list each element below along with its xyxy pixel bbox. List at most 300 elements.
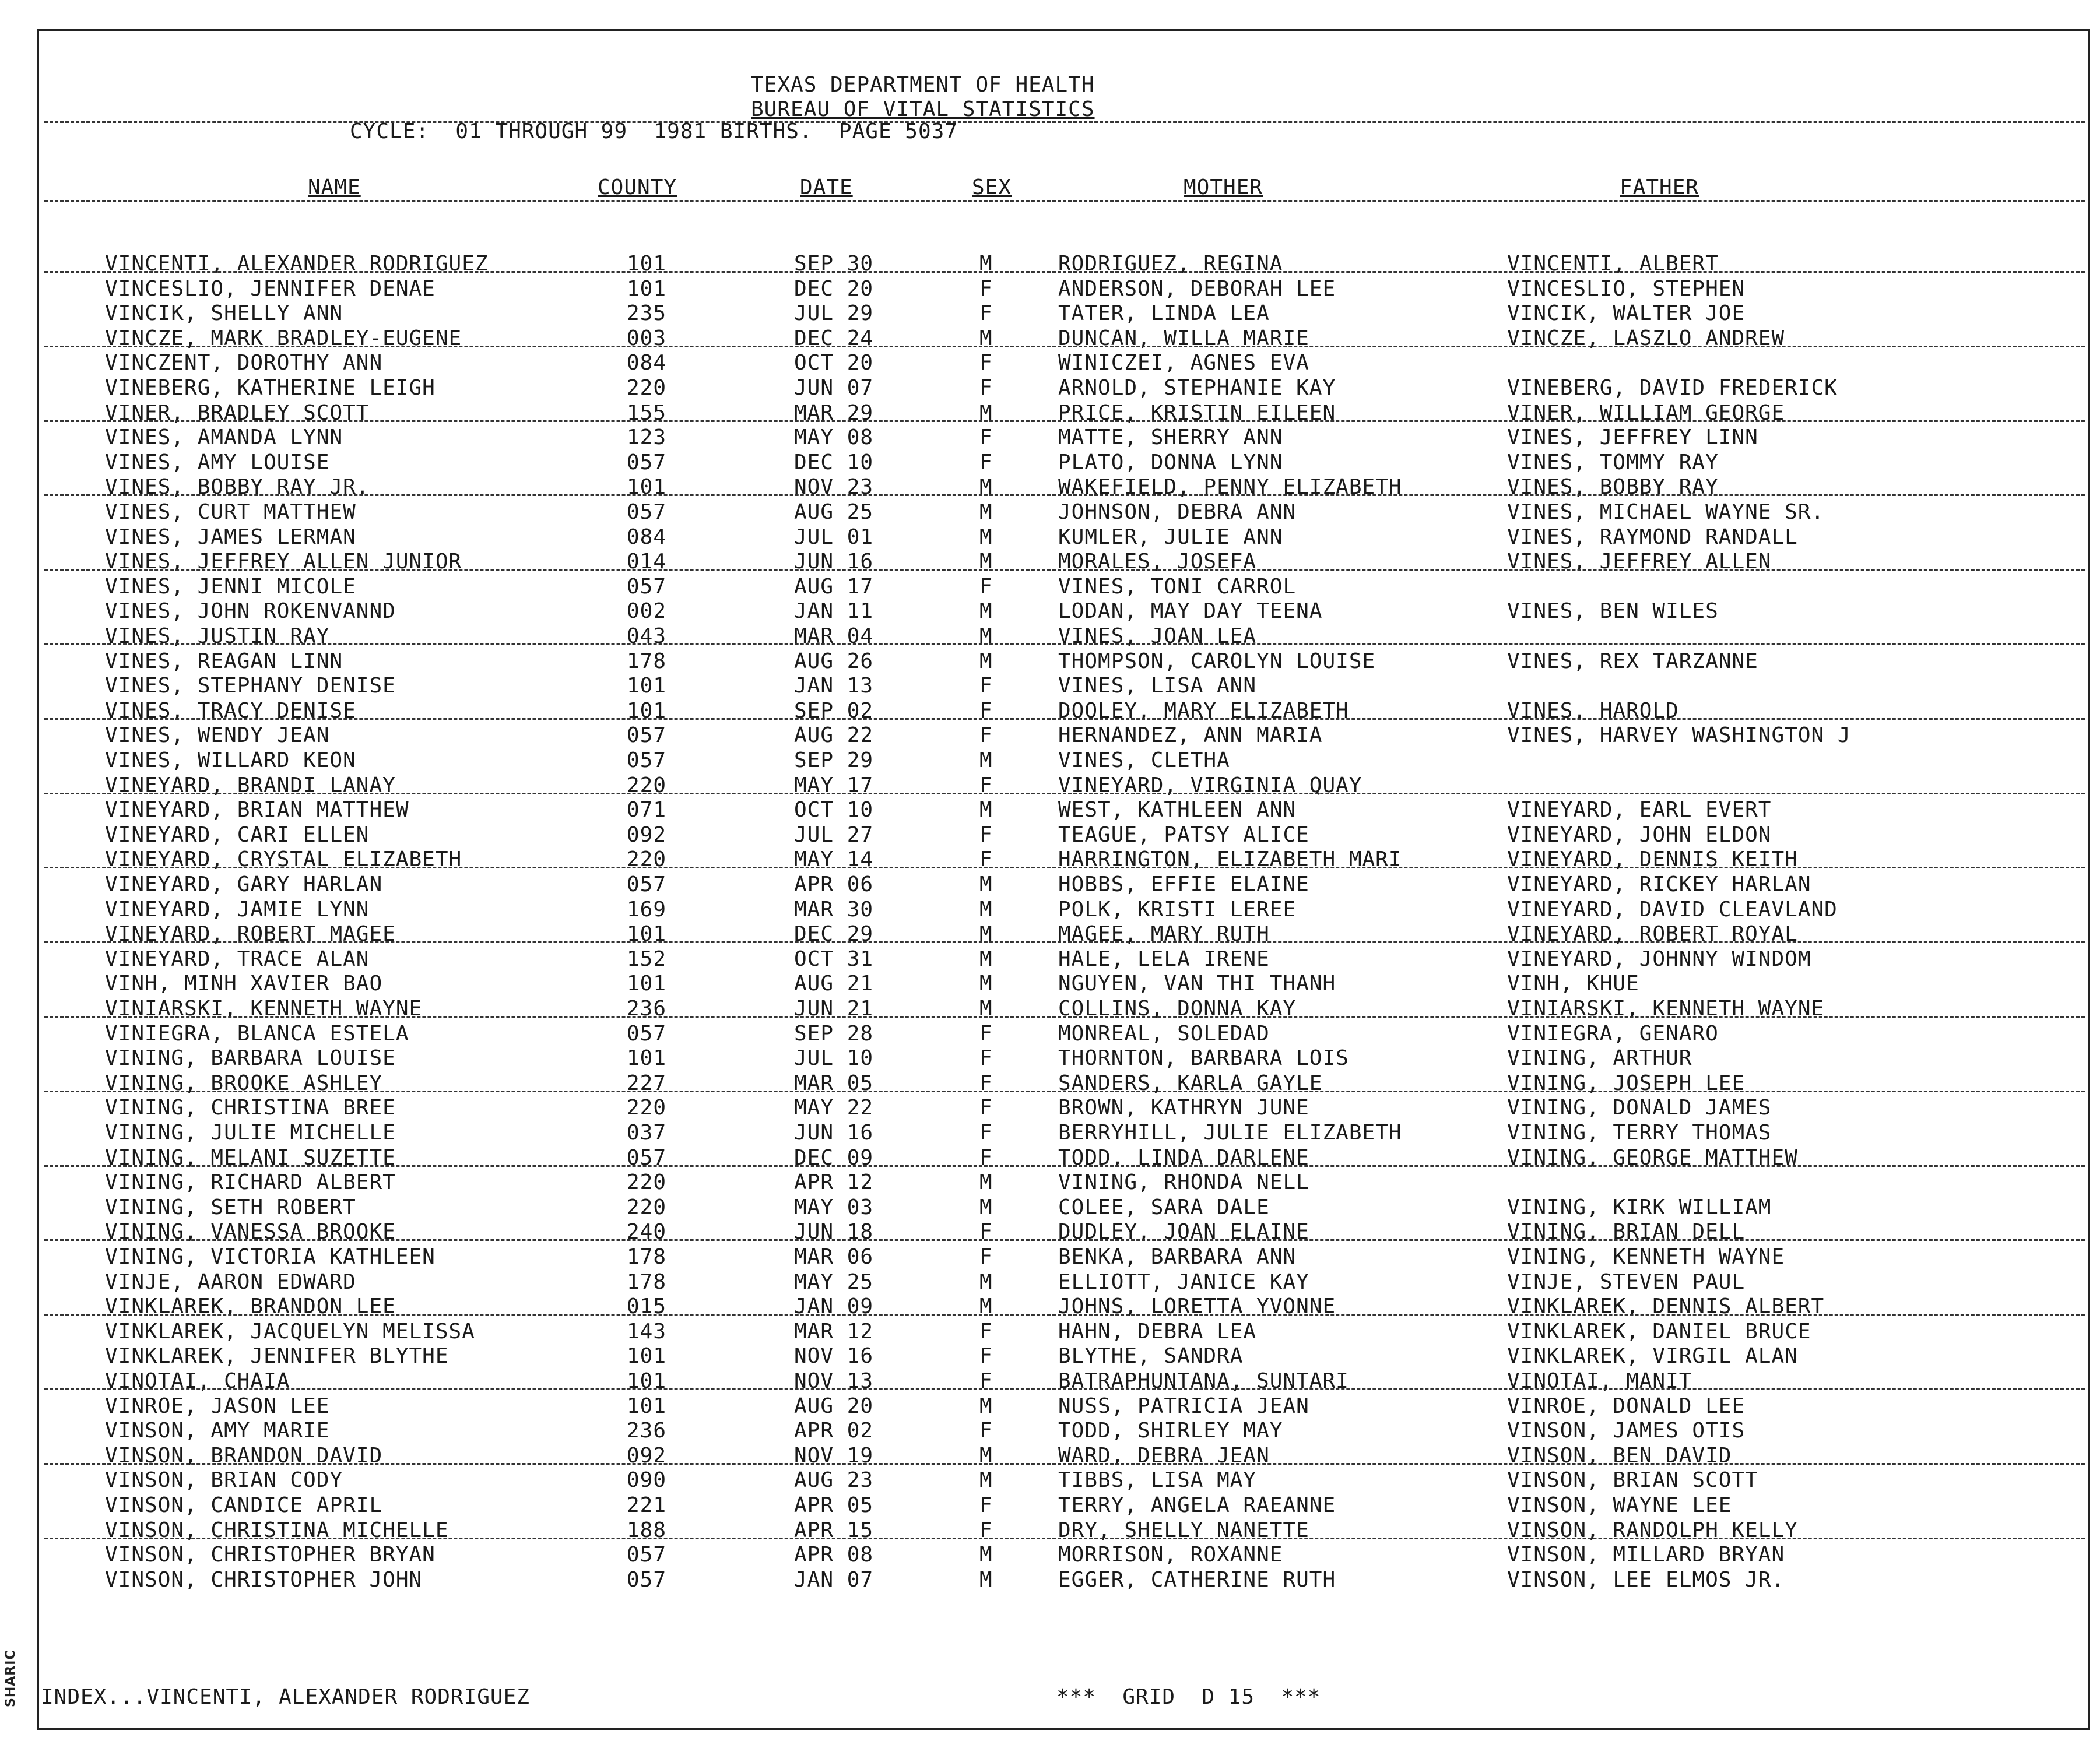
row-separator-rule (44, 941, 2085, 943)
cell-county: 220 (627, 847, 667, 871)
cell-name: VINSON, CANDICE APRIL (105, 1493, 383, 1517)
cell-father: VINEYARD, ROBERT ROYAL (1507, 922, 1798, 946)
cell-mother: ANDERSON, DEBORAH LEE (1058, 277, 1336, 301)
cell-name: VINES, AMY LOUISE (105, 451, 330, 474)
row-separator-rule (44, 1016, 2085, 1018)
cell-county: 003 (627, 326, 667, 350)
row-separator-rule (44, 1463, 2085, 1465)
table-row (0, 923, 2100, 947)
cell-name: VINEBERG, KATHERINE LEIGH (105, 376, 436, 400)
cell-name: VINKLAREK, JENNIFER BLYTHE (105, 1344, 449, 1368)
cell-father: VINING, TERRY THOMAS (1507, 1121, 1772, 1145)
cell-sex: M (979, 997, 993, 1021)
cell-father: VINH, KHUE (1507, 972, 1639, 996)
cell-father: VINSON, RANDOLPH KELLY (1507, 1518, 1798, 1542)
cell-date: JAN 11 (794, 599, 874, 623)
cell-mother: COLEE, SARA DALE (1058, 1195, 1270, 1219)
table-row (0, 575, 2100, 600)
table-row (0, 252, 2100, 277)
cell-sex: M (979, 898, 993, 922)
cell-sex: F (979, 1493, 993, 1517)
cell-county: 123 (627, 425, 667, 449)
footer-index: INDEX...VINCENTI, ALEXANDER RODRIGUEZ (41, 1685, 530, 1709)
cell-sex: M (979, 649, 993, 673)
cell-name: VINEYARD, BRIAN MATTHEW (105, 798, 409, 822)
cell-mother: WARD, DEBRA JEAN (1058, 1444, 1270, 1468)
table-row (0, 1345, 2100, 1369)
table-row (0, 1121, 2100, 1146)
cell-county: 057 (627, 1568, 667, 1592)
cell-name: VINING, SETH ROBERT (105, 1195, 356, 1219)
table-row (0, 1320, 2100, 1345)
cell-sex: F (979, 277, 993, 301)
cell-date: JAN 13 (794, 674, 874, 698)
table-row (0, 1271, 2100, 1295)
cell-county: 240 (627, 1220, 667, 1244)
table-row (0, 1196, 2100, 1221)
cell-county: 057 (627, 575, 667, 599)
cell-father: VINING, GEORGE MATTHEW (1507, 1146, 1798, 1170)
cell-mother: VINES, TONI CARROL (1058, 575, 1297, 599)
cell-name: VINIEGRA, BLANCA ESTELA (105, 1022, 409, 1046)
cell-date: DEC 24 (794, 326, 874, 350)
cell-sex: M (979, 1568, 993, 1592)
column-header-sex: SEX (972, 175, 1012, 199)
cell-mother: TODD, LINDA DARLENE (1058, 1146, 1309, 1170)
cell-county: 057 (627, 1543, 667, 1567)
cell-date: JUL 10 (794, 1046, 874, 1070)
cell-sex: F (979, 1419, 993, 1443)
table-row (0, 426, 2100, 451)
cell-county: 220 (627, 773, 667, 797)
cell-mother: BERRYHILL, JULIE ELIZABETH (1058, 1121, 1402, 1145)
table-row (0, 302, 2100, 326)
cell-date: OCT 20 (794, 351, 874, 375)
cell-mother: HERNANDEZ, ANN MARIA (1058, 723, 1323, 747)
cell-name: VINCZENT, DOROTHY ANN (105, 351, 383, 375)
table-row (0, 997, 2100, 1022)
row-separator-rule (44, 420, 2085, 422)
cell-date: JUN 16 (794, 550, 874, 574)
cell-name: VINES, JAMES LERMAN (105, 525, 356, 549)
cell-name: VINROE, JASON LEE (105, 1394, 330, 1418)
cell-father: VINEYARD, DENNIS KEITH (1507, 847, 1798, 871)
cell-county: 236 (627, 997, 667, 1021)
cell-father: VINING, ARTHUR (1507, 1046, 1692, 1070)
cell-sex: F (979, 1022, 993, 1046)
cell-county: 227 (627, 1071, 667, 1095)
cell-county: 014 (627, 550, 667, 574)
cell-date: MAY 22 (794, 1096, 874, 1120)
table-row (0, 1543, 2100, 1568)
cell-name: VINEYARD, CARI ELLEN (105, 823, 370, 847)
cell-father: VINES, RAYMOND RANDALL (1507, 525, 1798, 549)
cell-county: 188 (627, 1518, 667, 1542)
cell-date: OCT 10 (794, 798, 874, 822)
cell-name: VINING, JULIE MICHELLE (105, 1121, 396, 1145)
cell-county: 057 (627, 873, 667, 896)
cell-sex: M (979, 326, 993, 350)
cell-county: 101 (627, 699, 667, 723)
cell-sex: M (979, 947, 993, 971)
cell-sex: M (979, 972, 993, 996)
cell-mother: NGUYEN, VAN THI THANH (1058, 972, 1336, 996)
cell-father: VINSON, BEN DAVID (1507, 1444, 1732, 1468)
table-row (0, 1096, 2100, 1121)
cell-sex: F (979, 1245, 993, 1269)
table-row (0, 550, 2100, 575)
cell-county: 002 (627, 599, 667, 623)
table-row (0, 600, 2100, 624)
cell-sex: F (979, 699, 993, 723)
cell-name: VINES, JUSTIN RAY (105, 624, 330, 648)
cell-sex: M (979, 748, 993, 772)
cell-father: VINING, KENNETH WAYNE (1507, 1245, 1785, 1269)
row-separator-rule (44, 494, 2085, 496)
cell-father: VINEYARD, DAVID CLEAVLAND (1507, 898, 1838, 922)
row-separator-rule (44, 271, 2085, 273)
cell-county: 101 (627, 972, 667, 996)
cell-sex: F (979, 1071, 993, 1095)
table-row (0, 625, 2100, 649)
row-separator-rule (44, 793, 2085, 794)
row-separator-rule (44, 569, 2085, 571)
cell-date: SEP 28 (794, 1022, 874, 1046)
cell-mother: VINES, LISA ANN (1058, 674, 1257, 698)
cell-father: VINROE, DONALD LEE (1507, 1394, 1746, 1418)
cell-mother: KUMLER, JULIE ANN (1058, 525, 1283, 549)
cell-sex: F (979, 575, 993, 599)
cell-county: 057 (627, 723, 667, 747)
table-row (0, 451, 2100, 476)
cell-father: VINING, KIRK WILLIAM (1507, 1195, 1772, 1219)
row-separator-rule (44, 1314, 2085, 1316)
cell-date: MAR 05 (794, 1071, 874, 1095)
cell-mother: BROWN, KATHRYN JUNE (1058, 1096, 1309, 1120)
cell-sex: M (979, 873, 993, 896)
table-row (0, 1246, 2100, 1270)
table-row (0, 377, 2100, 401)
cell-date: MAR 04 (794, 624, 874, 648)
cell-mother: WAKEFIELD, PENNY ELIZABETH (1058, 475, 1402, 499)
cell-name: VINCZE, MARK BRADLEY-EUGENE (105, 326, 462, 350)
header-cycle: CYCLE: 01 THROUGH 99 1981 BIRTHS. PAGE 5037 (350, 119, 958, 143)
cell-mother: WINICZEI, AGNES EVA (1058, 351, 1309, 375)
cell-sex: M (979, 1543, 993, 1567)
cell-mother: MAGEE, MARY RUTH (1058, 922, 1270, 946)
cell-date: JUL 01 (794, 525, 874, 549)
cell-mother: RODRIGUEZ, REGINA (1058, 252, 1283, 276)
cell-sex: M (979, 550, 993, 574)
cell-sex: F (979, 1146, 993, 1170)
cell-date: AUG 25 (794, 500, 874, 524)
table-row (0, 1171, 2100, 1195)
cell-name: VINES, JENNI MICOLE (105, 575, 356, 599)
cell-father: VINCZE, LASZLO ANDREW (1507, 326, 1785, 350)
cell-date: JAN 07 (794, 1568, 874, 1592)
cell-name: VINEYARD, ROBERT MAGEE (105, 922, 396, 946)
table-row (0, 799, 2100, 823)
cell-date: AUG 22 (794, 723, 874, 747)
cell-mother: ELLIOTT, JANICE KAY (1058, 1270, 1309, 1294)
cell-father: VINKLAREK, DANIEL BRUCE (1507, 1320, 1811, 1343)
cell-county: 236 (627, 1419, 667, 1443)
table-row (0, 327, 2100, 351)
cell-county: 015 (627, 1295, 667, 1318)
cell-county: 155 (627, 401, 667, 425)
cell-mother: HOBBS, EFFIE ELAINE (1058, 873, 1309, 896)
table-row (0, 526, 2100, 550)
cell-father: VINKLAREK, VIRGIL ALAN (1507, 1344, 1798, 1368)
table-row (0, 1444, 2100, 1469)
cell-date: JUN 21 (794, 997, 874, 1021)
cell-name: VINES, JEFFREY ALLEN JUNIOR (105, 550, 462, 574)
cell-name: VINEYARD, GARY HARLAN (105, 873, 383, 896)
table-row (0, 674, 2100, 699)
cell-date: DEC 20 (794, 277, 874, 301)
table-row (0, 972, 2100, 997)
cell-mother: HARRINGTON, ELIZABETH MARI (1058, 847, 1402, 871)
cell-name: VINING, CHRISTINA BREE (105, 1096, 396, 1120)
table-row (0, 277, 2100, 302)
cell-mother: JOHNSON, DEBRA ANN (1058, 500, 1297, 524)
cell-sex: F (979, 847, 993, 871)
cell-mother: BATRAPHUNTANA, SUNTARI (1058, 1369, 1349, 1393)
table-row (0, 1221, 2100, 1245)
cell-father: VINES, MICHAEL WAYNE SR. (1507, 500, 1825, 524)
cell-mother: NUSS, PATRICIA JEAN (1058, 1394, 1309, 1418)
cell-date: DEC 10 (794, 451, 874, 474)
cell-mother: TIBBS, LISA MAY (1058, 1468, 1257, 1492)
cell-father: VINES, JEFFREY ALLEN (1507, 550, 1772, 574)
cell-date: MAY 14 (794, 847, 874, 871)
cell-father: VINCESLIO, STEPHEN (1507, 277, 1746, 301)
cell-name: VINES, REAGAN LINN (105, 649, 343, 673)
cell-date: SEP 29 (794, 748, 874, 772)
cell-name: VINES, BOBBY RAY JR. (105, 475, 370, 499)
cell-county: 101 (627, 1344, 667, 1368)
cell-mother: TATER, LINDA LEA (1058, 301, 1270, 325)
cell-sex: F (979, 1320, 993, 1343)
cell-date: JUL 29 (794, 301, 874, 325)
column-header-name: NAME (308, 175, 361, 199)
cell-date: AUG 26 (794, 649, 874, 673)
cell-mother: LODAN, MAY DAY TEENA (1058, 599, 1323, 623)
cell-county: 101 (627, 674, 667, 698)
cell-county: 057 (627, 451, 667, 474)
cell-date: JUN 07 (794, 376, 874, 400)
cell-county: 220 (627, 376, 667, 400)
table-row (0, 351, 2100, 376)
row-separator-rule (44, 1538, 2085, 1539)
cell-sex: F (979, 1220, 993, 1244)
cell-father: VINES, JEFFREY LINN (1507, 425, 1758, 449)
cell-name: VINES, WILLARD KEON (105, 748, 356, 772)
cell-mother: VINING, RHONDA NELL (1058, 1170, 1309, 1194)
side-label: SHARIC (3, 1649, 18, 1708)
table-row (0, 402, 2100, 426)
cell-county: 101 (627, 1046, 667, 1070)
cell-name: VINCIK, SHELLY ANN (105, 301, 343, 325)
cell-county: 071 (627, 798, 667, 822)
cell-father: VINCENTI, ALBERT (1507, 252, 1719, 276)
cell-date: OCT 31 (794, 947, 874, 971)
row-separator-rule (44, 1388, 2085, 1390)
cell-date: AUG 17 (794, 575, 874, 599)
cell-mother: COLLINS, DONNA KAY (1058, 997, 1297, 1021)
cell-father: VINSON, BRIAN SCOTT (1507, 1468, 1758, 1492)
cell-date: JUN 18 (794, 1220, 874, 1244)
cell-mother: WEST, KATHLEEN ANN (1058, 798, 1297, 822)
cell-county: 057 (627, 1146, 667, 1170)
cell-father: VINCIK, WALTER JOE (1507, 301, 1746, 325)
cell-date: APR 06 (794, 873, 874, 896)
cell-mother: DRY, SHELLY NANETTE (1058, 1518, 1309, 1542)
cell-county: 220 (627, 1170, 667, 1194)
cell-name: VINKLAREK, JACQUELYN MELISSA (105, 1320, 475, 1343)
cell-father: VINOTAI, MANIT (1507, 1369, 1692, 1393)
cell-date: DEC 29 (794, 922, 874, 946)
row-separator-rule (44, 346, 2085, 347)
cell-name: VINH, MINH XAVIER BAO (105, 972, 383, 996)
cell-county: 101 (627, 277, 667, 301)
cell-name: VINES, CURT MATTHEW (105, 500, 356, 524)
cell-county: 084 (627, 525, 667, 549)
cell-date: SEP 02 (794, 699, 874, 723)
cell-mother: THOMPSON, CAROLYN LOUISE (1058, 649, 1376, 673)
table-row (0, 1295, 2100, 1320)
cell-county: 178 (627, 1245, 667, 1269)
cell-sex: M (979, 1468, 993, 1492)
cell-mother: THORNTON, BARBARA LOIS (1058, 1046, 1349, 1070)
cell-sex: M (979, 1444, 993, 1468)
cell-date: MAY 08 (794, 425, 874, 449)
cell-sex: M (979, 599, 993, 623)
cell-mother: DUDLEY, JOAN ELAINE (1058, 1220, 1309, 1244)
cell-name: VINER, BRADLEY SCOTT (105, 401, 370, 425)
cell-sex: F (979, 1518, 993, 1542)
row-separator-rule (44, 643, 2085, 645)
cell-date: MAR 12 (794, 1320, 874, 1343)
cell-father: VINKLAREK, DENNIS ALBERT (1507, 1295, 1825, 1318)
cell-name: VINSON, BRIAN CODY (105, 1468, 343, 1492)
cell-mother: TEAGUE, PATSY ALICE (1058, 823, 1309, 847)
cell-name: VINEYARD, JAMIE LYNN (105, 898, 370, 922)
cell-sex: F (979, 723, 993, 747)
cell-county: 084 (627, 351, 667, 375)
cell-date: NOV 19 (794, 1444, 874, 1468)
cell-name: VINEYARD, TRACE ALAN (105, 947, 370, 971)
cell-county: 101 (627, 922, 667, 946)
cell-father: VINING, BRIAN DELL (1507, 1220, 1746, 1244)
cell-name: VINES, STEPHANY DENISE (105, 674, 396, 698)
column-header-county: COUNTY (598, 175, 677, 199)
table-row (0, 501, 2100, 525)
cell-father: VINING, JOSEPH LEE (1507, 1071, 1746, 1095)
cell-mother: MONREAL, SOLEDAD (1058, 1022, 1270, 1046)
cell-county: 092 (627, 1444, 667, 1468)
cell-mother: EGGER, CATHERINE RUTH (1058, 1568, 1336, 1592)
cell-mother: HALE, LELA IRENE (1058, 947, 1270, 971)
cell-mother: VINES, JOAN LEA (1058, 624, 1257, 648)
cell-father: VINJE, STEVEN PAUL (1507, 1270, 1746, 1294)
cell-date: APR 15 (794, 1518, 874, 1542)
column-header-date: DATE (800, 175, 853, 199)
cell-father: VINEYARD, JOHN ELDON (1507, 823, 1772, 847)
cell-name: VINKLAREK, BRANDON LEE (105, 1295, 396, 1318)
cell-father: VINES, HARVEY WASHINGTON J (1507, 723, 1851, 747)
cell-name: VINING, BROOKE ASHLEY (105, 1071, 383, 1095)
cell-mother: DUNCAN, WILLA MARIE (1058, 326, 1309, 350)
cell-date: MAY 17 (794, 773, 874, 797)
cell-sex: M (979, 1295, 993, 1318)
table-row (0, 1568, 2100, 1593)
cell-father: VINES, HAROLD (1507, 699, 1679, 723)
cell-sex: F (979, 351, 993, 375)
cell-county: 235 (627, 301, 667, 325)
cell-father: VINES, BEN WILES (1507, 599, 1719, 623)
table-row (0, 1469, 2100, 1493)
cell-county: 178 (627, 649, 667, 673)
cell-date: MAR 06 (794, 1245, 874, 1269)
cell-name: VINES, TRACY DENISE (105, 699, 356, 723)
cell-county: 169 (627, 898, 667, 922)
cell-date: APR 08 (794, 1543, 874, 1567)
cell-county: 043 (627, 624, 667, 648)
cell-name: VINING, MELANI SUZETTE (105, 1146, 396, 1170)
cell-mother: PLATO, DONNA LYNN (1058, 451, 1283, 474)
cell-father: VINSON, MILLARD BRYAN (1507, 1543, 1785, 1567)
cell-sex: F (979, 451, 993, 474)
cell-mother: POLK, KRISTI LEREE (1058, 898, 1297, 922)
cell-date: JUL 27 (794, 823, 874, 847)
cell-father: VINEBERG, DAVID FREDERICK (1507, 376, 1838, 400)
column-header-mother: MOTHER (1184, 175, 1263, 199)
cell-sex: F (979, 674, 993, 698)
cell-date: NOV 23 (794, 475, 874, 499)
cell-sex: F (979, 1096, 993, 1120)
cell-county: 152 (627, 947, 667, 971)
cell-county: 221 (627, 1493, 667, 1517)
cell-sex: F (979, 1369, 993, 1393)
row-separator-rule (44, 1239, 2085, 1241)
row-separator-rule (44, 718, 2085, 720)
cell-mother: SANDERS, KARLA GAYLE (1058, 1071, 1323, 1095)
cell-mother: ARNOLD, STEPHANIE KAY (1058, 376, 1336, 400)
cell-county: 037 (627, 1121, 667, 1145)
table-row (0, 1370, 2100, 1394)
table-row (0, 724, 2100, 748)
cell-sex: M (979, 798, 993, 822)
cell-sex: F (979, 1121, 993, 1145)
cell-name: VINING, VANESSA BROOKE (105, 1220, 396, 1244)
cell-county: 092 (627, 823, 667, 847)
cell-date: AUG 23 (794, 1468, 874, 1492)
cell-father: VINEYARD, RICKEY HARLAN (1507, 873, 1811, 896)
cell-sex: M (979, 1394, 993, 1418)
cell-county: 220 (627, 1195, 667, 1219)
cell-mother: HAHN, DEBRA LEA (1058, 1320, 1257, 1343)
cell-father: VINEYARD, EARL EVERT (1507, 798, 1772, 822)
cell-father: VINES, TOMMY RAY (1507, 451, 1719, 474)
cell-father: VINING, DONALD JAMES (1507, 1096, 1772, 1120)
cell-sex: M (979, 401, 993, 425)
cell-father: VINSON, LEE ELMOS JR. (1507, 1568, 1785, 1592)
table-row (0, 1022, 2100, 1047)
cell-date: APR 02 (794, 1419, 874, 1443)
cell-sex: M (979, 500, 993, 524)
cell-sex: M (979, 1270, 993, 1294)
